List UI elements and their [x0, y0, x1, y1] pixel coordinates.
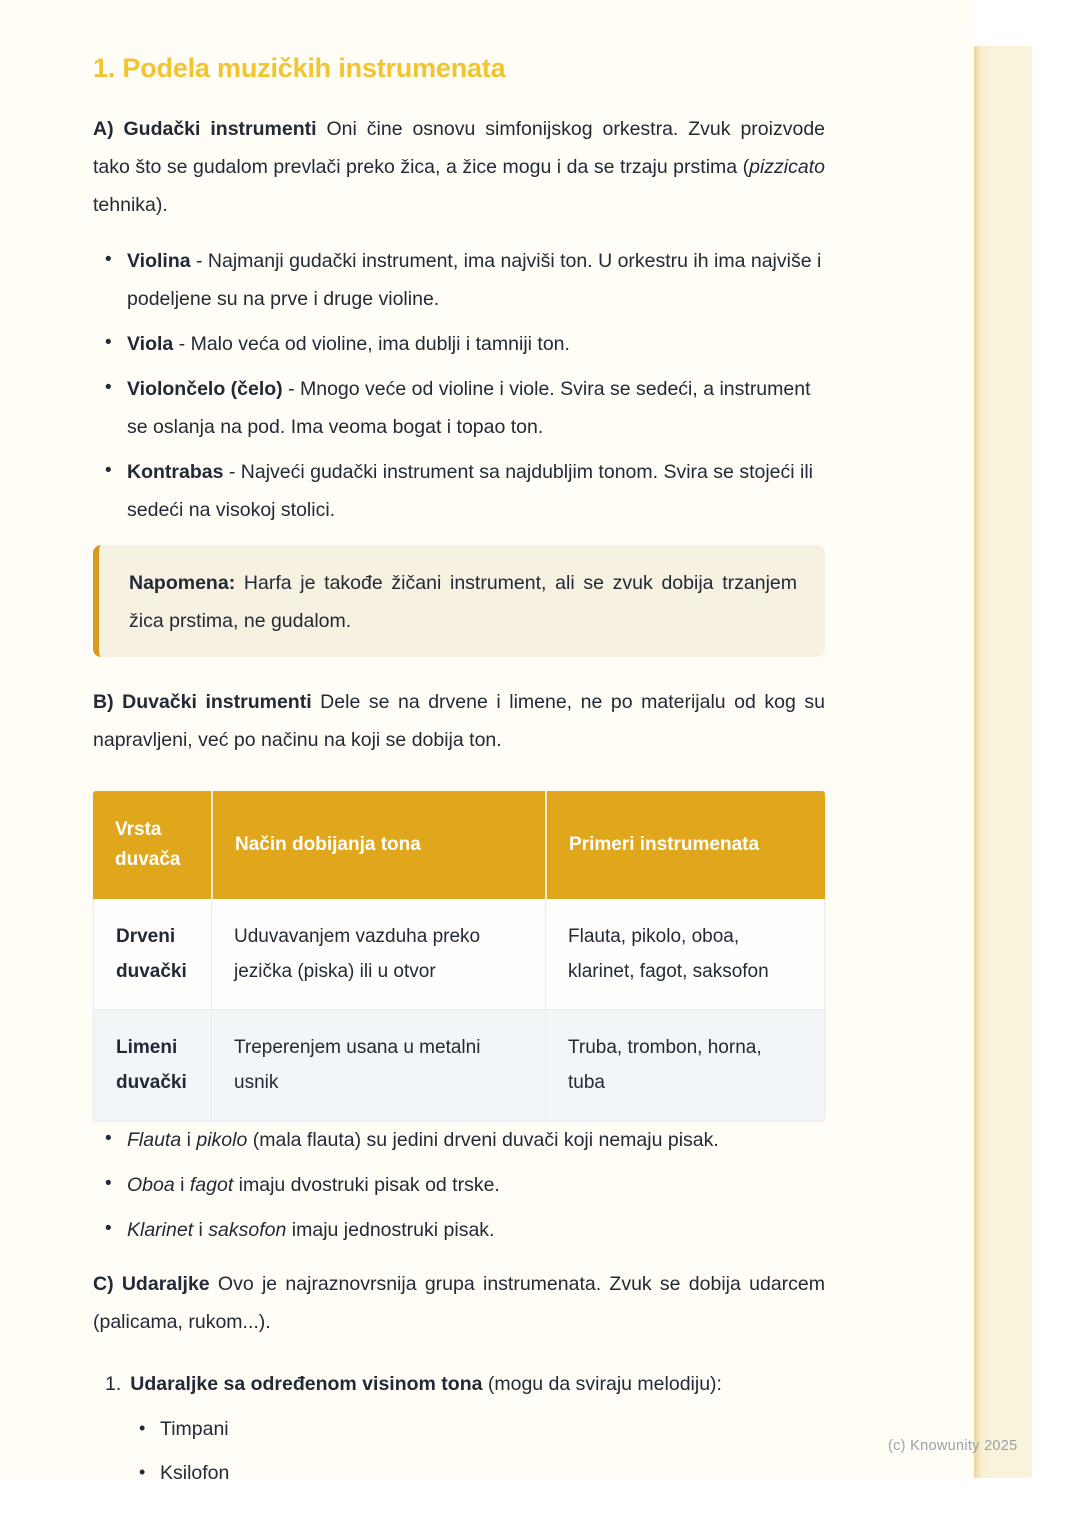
list-item-text: - Mnogo veće od violine i viole. Svira se sedeći, a instrument se oslanja na pod. Ima veoma bogat i topao ton. [127, 378, 811, 438]
table-header-method: Način dobijanja tona [211, 791, 545, 899]
table-header-type: Vrsta duvača [93, 791, 211, 899]
list-item-term: Violina [127, 250, 191, 272]
list-item-kontrabas [105, 453, 825, 529]
list-item-flauta-pikolo [105, 1121, 825, 1159]
list-item-italic: saksofon [208, 1219, 287, 1241]
table-cell-examples: Truba, trombon, horna, tuba [545, 1010, 825, 1121]
list-item-term: Violončelo (čelo) [127, 378, 283, 400]
wind-instruments-table [93, 791, 825, 1121]
numbered-item [105, 1367, 825, 1401]
list-item-term: Viola [127, 333, 174, 355]
section-b-text: Dele se na drvene i limene, ne po materijalu od kog su napravljeni, već po načinu na koji se dobija ton. [93, 691, 825, 751]
section-a-text-2: tehnika). [93, 194, 168, 216]
section-b-paragraph [93, 683, 825, 759]
section-b-lead: B) Duvački instrumenti [93, 691, 312, 713]
table-cell-type: Drveni duvački [93, 899, 211, 1010]
list-item-text: - Najveći gudački instrument sa najdubljim tonom. Svira se stojeći ili sedeći na visokoj stolici. [127, 461, 814, 521]
list-item-italic: Oboa [127, 1174, 175, 1196]
section-a-text-1: Oni čine osnovu simfonijskog orkestra. Zvuk proizvode tako što se gudalom prevlači preko žica, a žice mogu i da se trzaju prstima ( [93, 118, 826, 178]
table-cell-method: Treperenjem usana u metalni usnik [211, 1010, 545, 1121]
list-item-text: - Malo veća od violine, ima dublji i tamniji ton. [173, 333, 570, 355]
table-cell-examples: Flauta, pikolo, oboa, klarinet, fagot, saksofon [545, 899, 825, 1010]
page-title: 1. Podela muzičkih instrumenata [93, 53, 506, 83]
section-c-lead: C) Udaraljke [93, 1273, 210, 1295]
list-item-ksilofon: • Ksilofon [139, 1461, 825, 1485]
list-item-text: imaju jednostruki pisak. [286, 1219, 495, 1241]
section-a-paragraph [93, 110, 825, 224]
section-c-paragraph [93, 1265, 825, 1341]
table-header-row [93, 791, 825, 899]
list-item-violoncelo [105, 370, 825, 446]
numbered-item-number: 1. [105, 1373, 122, 1395]
list-item-violina [105, 242, 825, 318]
list-item-italic: fagot [189, 1174, 234, 1196]
list-item-italic: Klarinet [127, 1219, 194, 1241]
percussion-numbered-list [93, 1367, 825, 1485]
list-item-text: - Najmanji gudački instrument, ima najviši ton. U orkestru ih ima najviše i podeljene su na prve i druge violine. [127, 250, 822, 310]
percussion-sub-list [105, 1417, 825, 1485]
numbered-item-rest: (mogu da sviraju melodiju): [482, 1373, 722, 1395]
note-label: Napomena: [129, 572, 236, 594]
section-a-lead: A) Gudački instrumenti [93, 118, 317, 140]
table-header-examples: Primeri instrumenata [545, 791, 825, 899]
list-item-term: Kontrabas [127, 461, 224, 483]
document-content [93, 0, 825, 1485]
section-a-italic-term: pizzicato [749, 156, 825, 178]
section-c-text: Ovo je najraznovrsnija grupa instrumenata. Zvuk se dobija udarcem (palicama, rukom...). [93, 1273, 825, 1333]
table-row [93, 899, 825, 1010]
numbered-item-bold: Udaraljke sa određenom visinom tona [130, 1373, 483, 1395]
string-instruments-list [93, 242, 825, 529]
list-item-oboa-fagot [105, 1166, 825, 1204]
list-item-timpani: • Timpani [139, 1417, 825, 1441]
list-item-klarinet-saksofon [105, 1211, 825, 1249]
list-item-italic: Flauta [127, 1129, 182, 1151]
note-text: Harfa je takođe žičani instrument, ali se zvuk dobija trzanjem žica prstima, ne gudalom. [129, 572, 797, 632]
table-row [93, 1010, 825, 1121]
list-item-text: i [174, 1174, 190, 1196]
list-item-text: i [181, 1129, 197, 1151]
reed-facts-list [93, 1121, 825, 1249]
back-sheet-edge [974, 46, 1032, 1478]
list-item-text: (mala flauta) su jedini drveni duvači koji nemaju pisak. [247, 1129, 719, 1151]
copyright-footer: (c) Knowunity 2025 [888, 1438, 1018, 1454]
list-item-italic: pikolo [196, 1129, 248, 1151]
list-item-text: i [193, 1219, 209, 1241]
table-cell-method: Uduvavanjem vazduha preko jezička (piska) ili u otvor [211, 899, 545, 1010]
numbered-item-text [130, 1367, 722, 1401]
list-item-text: imaju dvostruki pisak od trske. [233, 1174, 500, 1196]
table-cell-type: Limeni duvački [93, 1010, 211, 1121]
note-callout [93, 545, 825, 657]
list-item-viola [105, 325, 825, 363]
